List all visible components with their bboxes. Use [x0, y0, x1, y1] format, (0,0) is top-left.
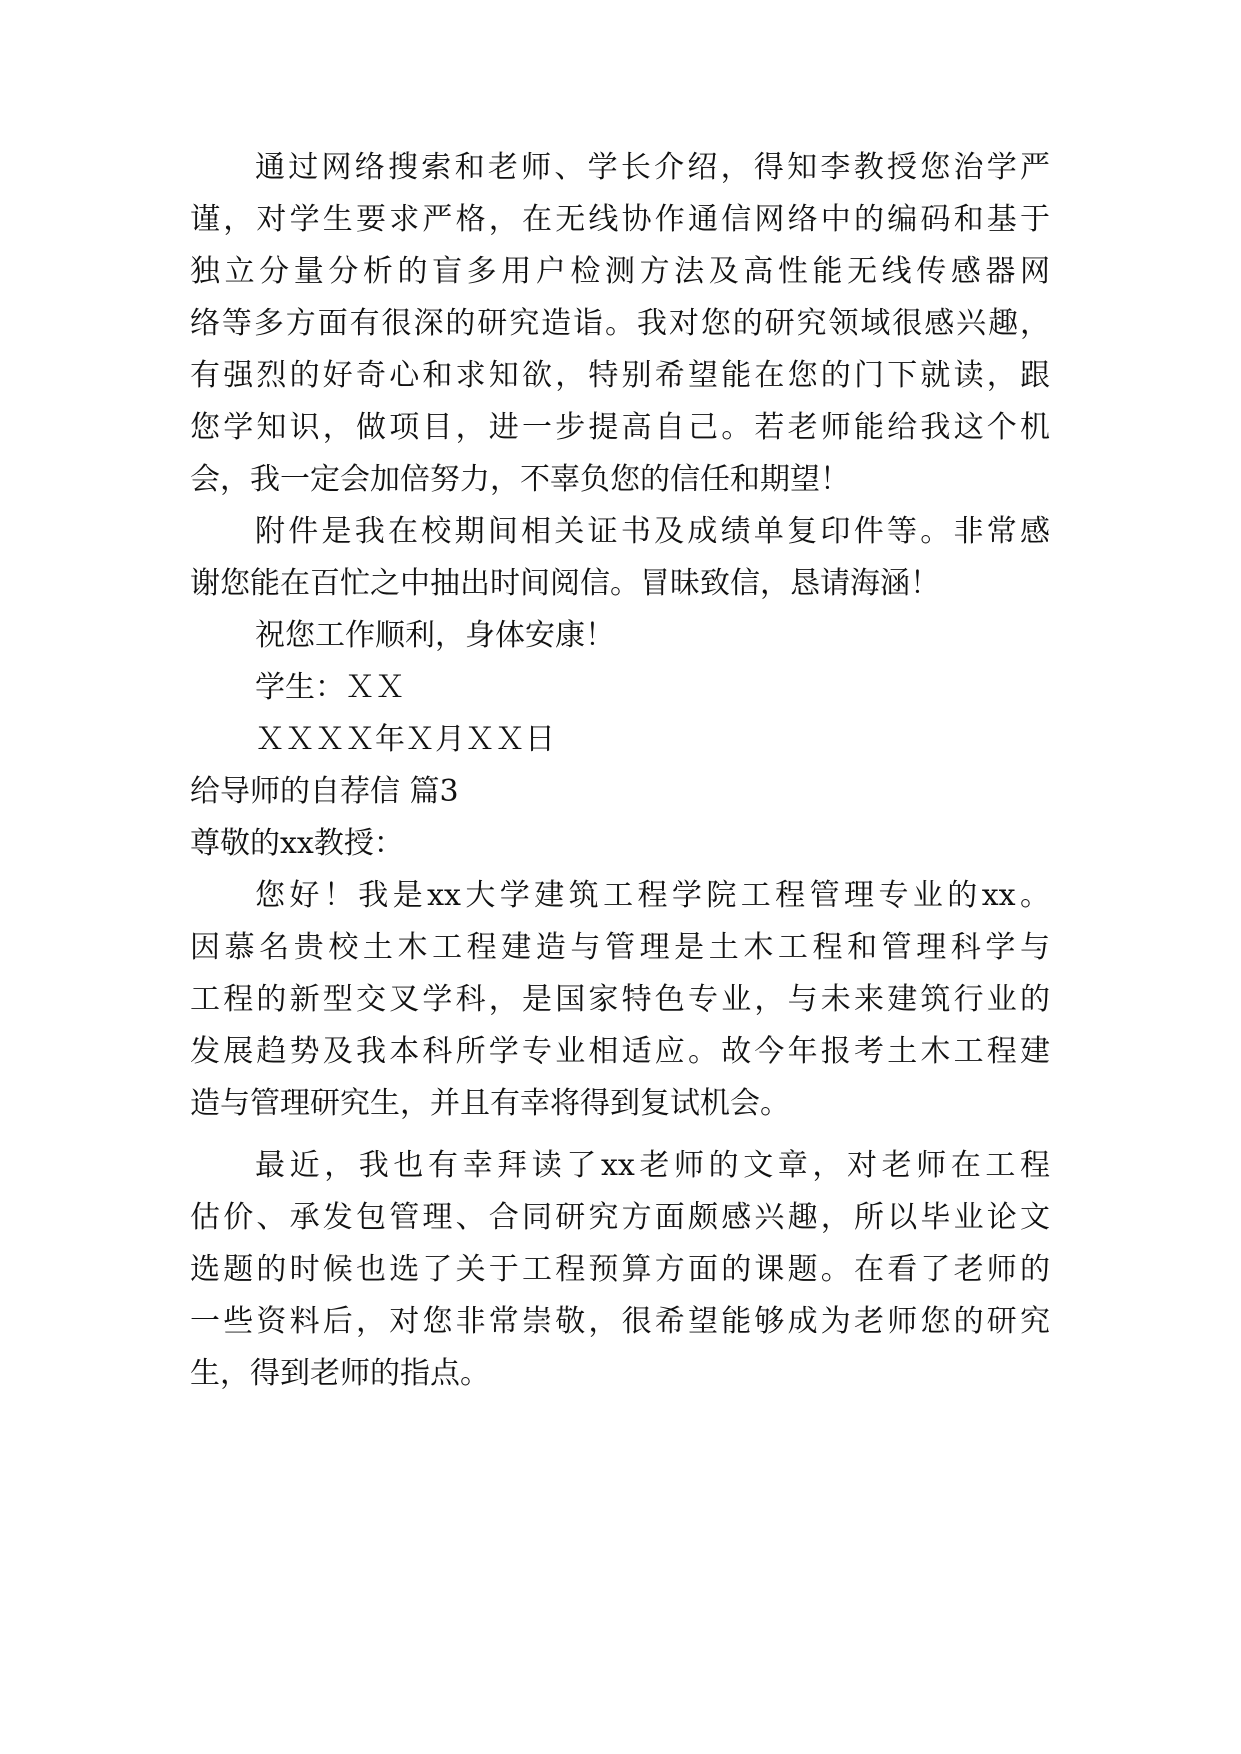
- paragraph-line: 发展趋势及我本科所学专业相适应。故今年报考土木工程建: [190, 1034, 1050, 1069]
- section-title: 给导师的自荐信 篇3: [190, 774, 459, 809]
- paragraph-line: 通过网络搜索和老师、学长介绍，得知李教授您治学严: [255, 150, 1050, 185]
- paragraph-line: 您学知识，做项目，进一步提高自己。若老师能给我这个机: [190, 410, 1050, 445]
- paragraph-line: 选题的时候也选了关于工程预算方面的课题。在看了老师的: [190, 1252, 1050, 1287]
- paragraph-line: 附件是我在校期间相关证书及成绩单复印件等。非常感: [255, 514, 1050, 549]
- paragraph-line: 有强烈的好奇心和求知欲，特别希望能在您的门下就读，跟: [190, 358, 1050, 393]
- paragraph-line: 估价、承发包管理、合同研究方面颇感兴趣，所以毕业论文: [190, 1200, 1050, 1235]
- paragraph-line: 谢您能在百忙之中抽出时间阅信。冒昧致信，恳请海涵！: [190, 566, 940, 601]
- salutation: 尊敬的xx教授：: [190, 826, 404, 861]
- paragraph-line: 独立分量分析的盲多用户检测方法及高性能无线传感器网: [190, 254, 1050, 289]
- paragraph-line: 生，得到老师的指点。: [190, 1356, 490, 1391]
- date-line: ＸＸＸＸ年Ｘ月ＸＸ日: [255, 722, 555, 757]
- paragraph-line: 一些资料后，对您非常崇敬，很希望能够成为老师您的研究: [190, 1304, 1050, 1339]
- paragraph-line: 络等多方面有很深的研究造诣。我对您的研究领域很感兴趣，: [190, 306, 1050, 341]
- paragraph-line: 谨，对学生要求严格，在无线协作通信网络中的编码和基于: [190, 202, 1050, 237]
- paragraph-line: 最近，我也有幸拜读了xx老师的文章，对老师在工程: [255, 1148, 1050, 1183]
- paragraph-line: 造与管理研究生，并且有幸将得到复试机会。: [190, 1086, 790, 1121]
- closing-line: 祝您工作顺利，身体安康！: [255, 618, 615, 653]
- paragraph-line: 因慕名贵校土木工程建造与管理是土木工程和管理科学与: [190, 930, 1050, 965]
- paragraph-line: 会，我一定会加倍努力，不辜负您的信任和期望！: [190, 462, 850, 497]
- paragraph-line: 工程的新型交叉学科，是国家特色专业，与未来建筑行业的: [190, 982, 1050, 1017]
- signature-line: 学生：ＸＸ: [255, 670, 405, 705]
- paragraph-line: 您好！我是xx大学建筑工程学院工程管理专业的xx。: [255, 878, 1050, 913]
